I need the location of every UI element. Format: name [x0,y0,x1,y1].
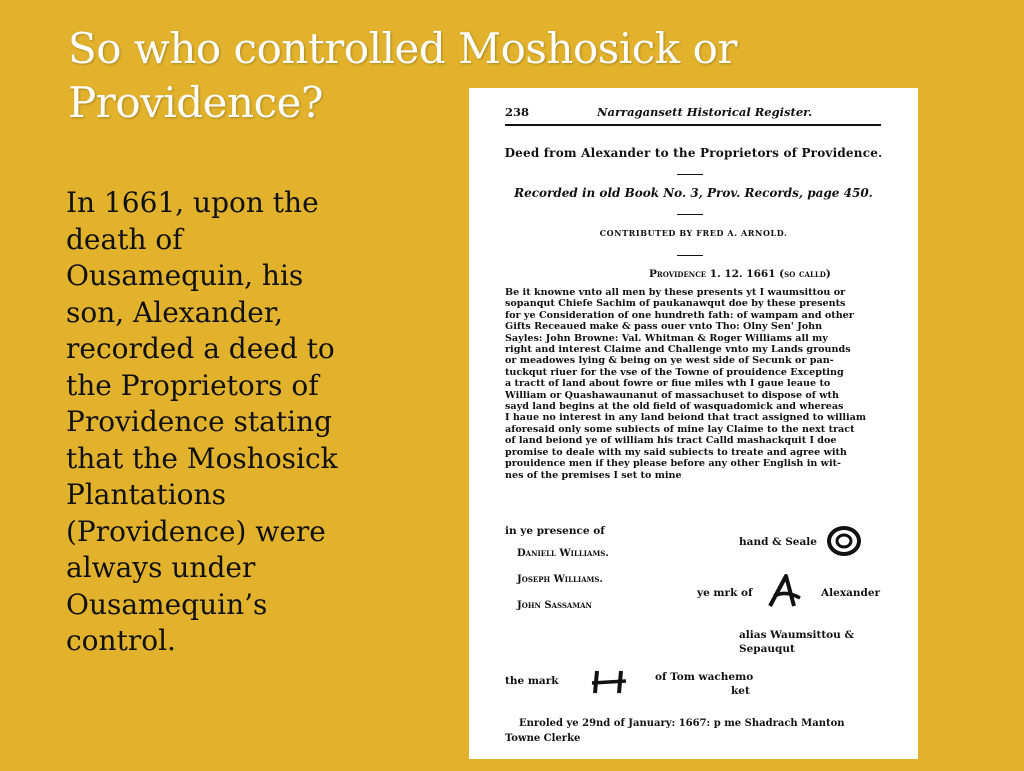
document-running-header [505,105,883,121]
presence-label: in ye presence of [505,525,605,537]
document-page-number: 238 [505,105,530,119]
deed-line: nes of the premises I set to mine [505,469,682,481]
body-line: son, Alexander, [66,295,284,329]
slide-title-line-2: Providence? [68,78,323,127]
seal-mark-icon [824,524,864,558]
deed-line: tuckqut riuer for the vse of the Towne of prouidence Excepting [505,366,844,378]
divider [677,214,703,215]
witness-john-sassaman: John Sassaman [517,600,592,611]
deed-line: sopanqut Chiefe Sachim of paukanawqut doe by these presents [505,298,846,310]
deed-line: or meadowes lying & being on ye west side of Secunk or pan- [505,355,834,367]
alexander-label: Alexander [821,587,881,599]
body-line: death of [66,222,183,256]
deed-line: I haue no interest in any land beiond that tract assigned to william [505,412,867,424]
tom-line-1: of Tom wachemo [655,671,754,683]
divider [677,174,703,175]
alexander-mark-icon [764,572,806,612]
alias-line-2: Sepauqut [739,643,795,655]
deed-dateline: Providence 1. 12. 1661 (so calld) [649,268,831,280]
recorded-line: Recorded in old Book No. 3, Prov. Records, page 450. [514,186,873,200]
body-line: Ousamequin, his [66,259,304,292]
header-rule [505,124,881,126]
body-line: always under [66,551,256,584]
witness-daniell-williams: Daniell Williams. [517,548,609,559]
deed-document-image [469,88,918,759]
tom-line-2: ket [731,685,750,697]
divider [677,255,703,256]
deed-line: Gifts Receaued make & pass ouer vnto Tho: Olny Sen' John [505,321,823,333]
deed-body [505,287,897,481]
deed-line: William or Quashawaunanut of massachuset to dispose of wth [505,389,839,401]
towne-clerke-label: Towne Clerke [505,733,581,744]
contributor-line: CONTRIBUTED BY FRED A. ARNOLD. [599,228,788,238]
body-line: the Proprietors of [66,368,319,402]
enroled-line: Enroled ye 29nd of January: 1667: p me Shadrach Manton [519,718,845,729]
deed-line: of land beiond ye of william his tract Calld mashackquit I doe [505,435,837,447]
body-line: (Providence) were [66,514,326,548]
alias-line-1: alias Waumsittou & [739,629,854,641]
slide-body-text [66,185,396,660]
tom-mark-icon [589,668,629,696]
deed-line: prouidence men if they please before any other English in wit- [505,458,842,470]
deed-line: for ye Consideration of one hundreth fath: of wampam and other [505,309,854,321]
deed-line: sayd land begins at the old field of wasquadomick and whereas [505,401,844,413]
deed-line: Sayles: John Browne: Val. Whitman & Roger Williams all my [505,332,828,344]
the-mark-label: the mark [505,675,559,687]
document-running-head: Narragansett Historical Register. [597,105,813,119]
mark-of-label: ye mrk of [697,587,753,599]
deed-line: Be it knowne vnto all men by these presents yt I waumsittou or [505,287,846,298]
body-line: Plantations [66,478,226,511]
deed-line: right and interest Claime and Challenge vnto my Lands grounds [505,344,851,356]
deed-line: promise to deale with my said subiects to treate and agree with [505,446,847,458]
body-line: control. [66,624,176,657]
hand-seal-label: hand & Seale [739,536,817,548]
body-line: In 1661, upon the [66,186,319,219]
deed-line: a tractt of land about fowre or fiue miles wth I gaue leaue to [505,378,831,390]
body-line: recorded a deed to [66,332,335,365]
deed-line: aforesaid only some subiects of mine lay Claime to the next tract [505,423,855,435]
body-line: Providence stating [66,405,333,438]
body-line: that the Moshosick [66,441,338,475]
deed-title: Deed from Alexander to the Proprietors of Providence. [504,146,883,160]
witness-joseph-williams: Joseph Williams. [517,574,603,585]
body-line: Ousamequin’s [66,587,268,621]
slide-title-line-1: So who controlled Moshosick or [68,24,737,73]
